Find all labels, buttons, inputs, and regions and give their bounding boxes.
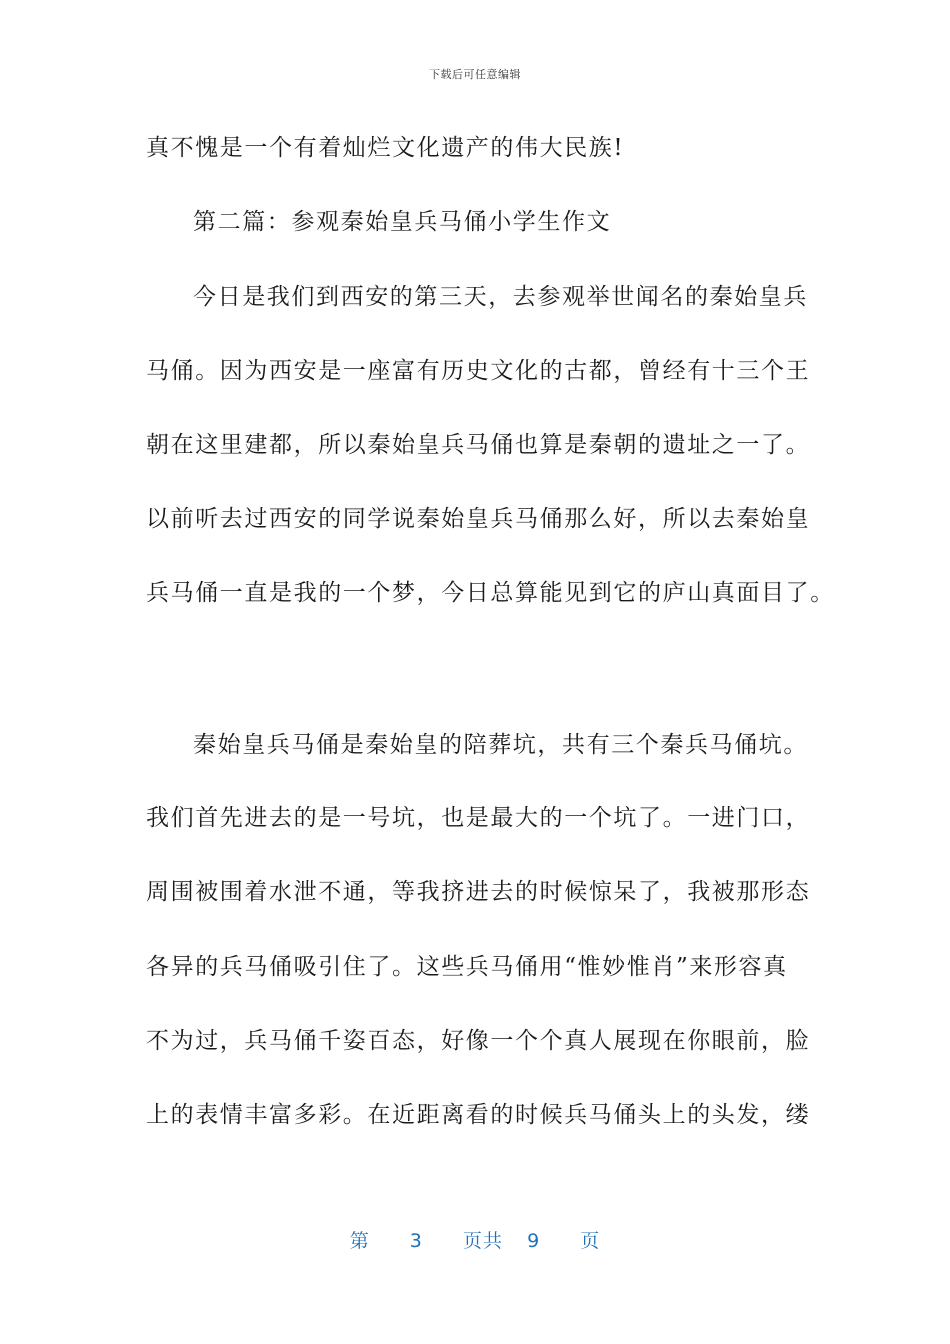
text-line: 马俑。因为西安是一座富有历史文化的古都，曾经有十三个王 (146, 358, 811, 384)
header-note: 下载后可任意编辑 (429, 68, 521, 81)
text-line: 今日是我们到西安的第三天，去参观举世闻名的秦始皇兵 (193, 284, 808, 310)
text-line: 周围被围着水泄不通，等我挤进去的时候惊呆了，我被那形态 (146, 879, 811, 905)
text-line: 朝在这里建都，所以秦始皇兵马俑也算是秦朝的遗址之一了。 (146, 432, 811, 458)
text-line: 不为过，兵马俑千姿百态，好像一个个真人展现在你眼前，脸 (146, 1028, 811, 1054)
current-page: 3 (409, 1230, 423, 1252)
text-line: 我们首先进去的是一号坑，也是最大的一个坑了。一进门口， (146, 805, 811, 831)
text-line: 以前听去过西安的同学说秦始皇兵马俑那么好，所以去秦始皇 (146, 506, 811, 532)
total-pages: 9 (527, 1230, 541, 1252)
text-line: 真不愧是一个有着灿烂文化遗产的伟大民族! (146, 135, 625, 161)
text-line: 上的表情丰富多彩。在近距离看的时候兵马俑头上的头发，缕 (146, 1102, 811, 1128)
page-number (0, 1226, 950, 1253)
text-line: 各异的兵马俑吸引住了。这些兵马俑用“惟妙惟肖”来形容真 (146, 954, 788, 980)
text-line: 秦始皇兵马俑是秦始皇的陪葬坑，共有三个秦兵马俑坑。 (193, 732, 808, 758)
section-heading: 第二篇：参观秦始皇兵马俑小学生作文 (193, 209, 612, 235)
page-suffix: 页 (580, 1230, 601, 1252)
page-prefix: 第 (349, 1230, 370, 1252)
text-line: 兵马俑一直是我的一个梦，今日总算能见到它的庐山真面目了。 (146, 580, 835, 606)
page-middle: 页共 (462, 1230, 503, 1252)
